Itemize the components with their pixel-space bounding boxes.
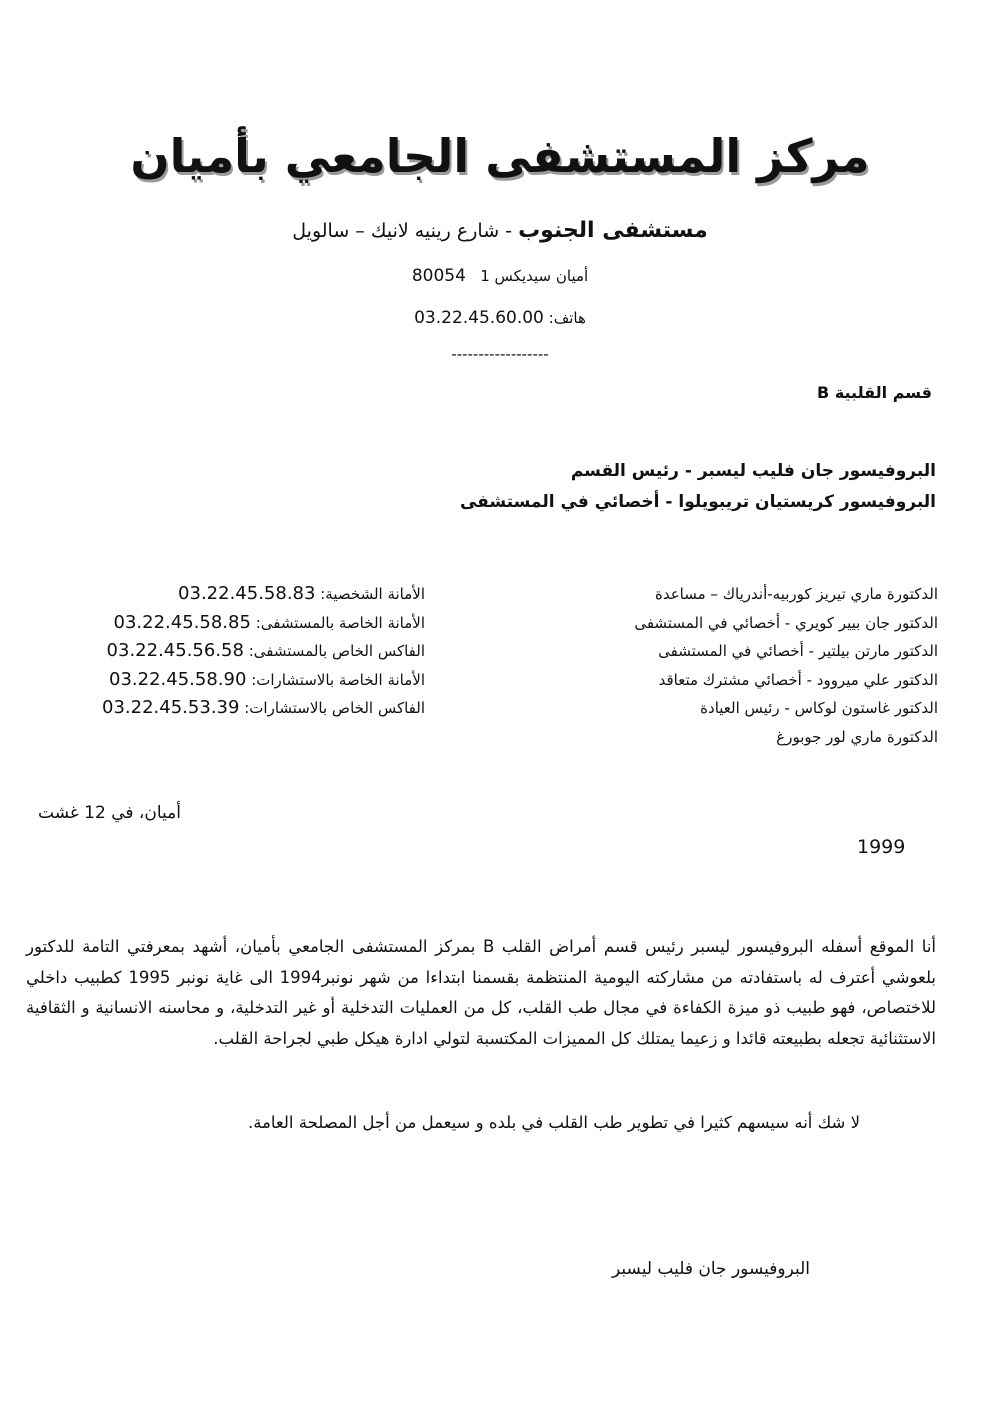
letter-body: أنا الموقع أسفله البروفيسور ليسبر رئيس قسم أمراض القلب B بمركز المستشفى الجامعي بأميان، أشهد بمعرفتي التامة للدكتور بلعوشي أعترف له باستفادته من مشاركته اليومية المنتظمة بقسمنا ابتداءا من شهر نونبر1994 الى غاية نونبر 1995 كطبيب داخلي للاختصاص، فهو طبيب ذو ميزة الكفاءة في مجال طب القلب، كل من العمليات التدخلية أو غير التدخلية، و محاسنه الانسانية و الثقافية الاستثنائية تجعله بطبيعته قائدا و زعيما يمتلك كل المميزات المكتسبة لتولي ادارة هيكل طبي لجراحة القلب. — [26, 937, 936, 1048]
postal-code: 80054 — [411, 266, 466, 286]
signature-name: البروفيسور جان فليب ليسبر — [612, 1259, 810, 1279]
staff-item: الدكتور مارتن بيلتير - أخصائي في المستشفى — [658, 642, 938, 660]
hospital-name: مستشفى الجنوب — [518, 218, 708, 243]
staff-item: الدكتور غاستون لوكاس - رئيس العيادة — [700, 699, 938, 717]
staff-item: الدكتور جان بيير كويري - أخصائي في المستشفى — [634, 613, 938, 632]
contact-number: 03.22.45.58.85 — [113, 611, 251, 633]
contact-label: الفاكس الخاص بالمستشفى: — [248, 642, 425, 660]
professor-head: البروفيسور جان فليب ليسبر - رئيس القسم — [570, 461, 936, 481]
date-place: أميان، في — [111, 803, 182, 823]
date-month: غشت — [38, 803, 79, 823]
staff-item: الدكتورة ماري لور جوبورغ — [776, 727, 938, 746]
hospital-line — [0, 214, 1000, 248]
letter-date — [38, 798, 181, 828]
professor-specialist: البروفيسور كريستيان تريبويلوا - أخصائي في المستشفى — [459, 492, 936, 512]
phone-line — [0, 306, 1000, 330]
letter-closing: لا شك أنه سيسهم كثيرا في تطوير طب القلب في بلده و سيعمل من أجل المصلحة العامة. — [247, 1113, 860, 1132]
date-year: 1999 — [857, 836, 906, 858]
contact-item — [5, 637, 425, 666]
contact-item — [5, 694, 425, 723]
contact-number: 03.22.45.58.90 — [109, 668, 247, 690]
contact-list — [5, 580, 425, 723]
postal-city: أميان سيديكس 1 — [480, 267, 589, 285]
contact-item — [5, 609, 425, 638]
contact-number: 03.22.45.56.58 — [106, 640, 244, 661]
contact-item — [5, 666, 425, 695]
phone-label: هاتف: — [548, 309, 586, 327]
contact-number: 03.22.45.58.83 — [178, 583, 316, 604]
contact-label: الفاكس الخاص بالاستشارات: — [244, 699, 425, 717]
staff-item: الدكتورة ماري تيريز كوربيه-أندرياك – مساعدة — [654, 585, 938, 603]
contact-label: الأمانة الشخصية: — [320, 585, 425, 603]
contact-number: 03.22.45.53.39 — [102, 697, 240, 718]
staff-item: الدكتور علي ميروود - أخصائي مشترك متعاقد — [658, 670, 938, 689]
contact-item — [5, 580, 425, 609]
header-divider: ------------------ — [451, 345, 549, 363]
postal-line — [0, 264, 1000, 288]
staff-list — [518, 580, 938, 751]
letterhead-title: مركز المستشفى الجامعي بأميان — [130, 129, 870, 183]
contact-label: الأمانة الخاصة بالمستشفى: — [255, 613, 425, 632]
department-name: قسم القلبية B — [817, 383, 932, 402]
contact-label: الأمانة الخاصة بالاستشارات: — [251, 670, 425, 689]
hospital-address: - شارع رينيه لانيك – سالويل — [292, 220, 519, 242]
date-day: 12 — [84, 803, 106, 823]
phone-number: 03.22.45.60.00 — [414, 308, 544, 328]
